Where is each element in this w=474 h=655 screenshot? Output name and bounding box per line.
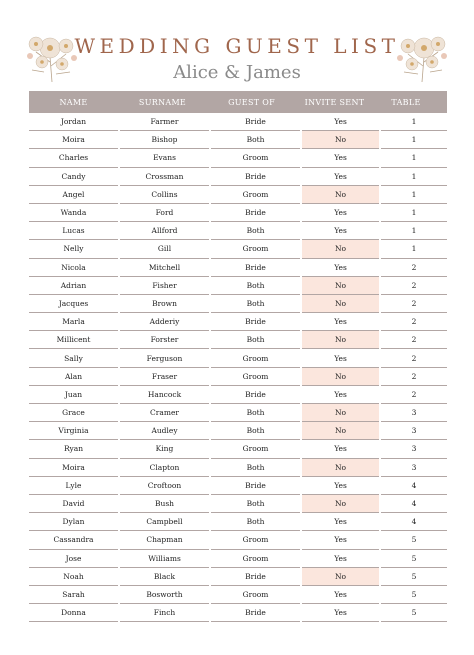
cell-table: 1 bbox=[381, 240, 447, 258]
cell-surname: Clapton bbox=[120, 459, 209, 477]
cell-table: 1 bbox=[381, 204, 447, 222]
cell-surname: Black bbox=[120, 568, 209, 586]
table-row bbox=[29, 459, 447, 477]
cell-name: David bbox=[29, 495, 118, 513]
cell-guest-of: Bride bbox=[211, 604, 300, 622]
cell-table: 3 bbox=[381, 404, 447, 422]
cell-table: 2 bbox=[381, 259, 447, 277]
cell-guest-of: Groom bbox=[211, 368, 300, 386]
cell-table: 1 bbox=[381, 131, 447, 149]
cell-invite-sent: Yes bbox=[302, 113, 379, 131]
cell-name: Sally bbox=[29, 349, 118, 367]
table-row bbox=[29, 477, 447, 495]
table-row bbox=[29, 404, 447, 422]
column-header-surname: SURNAME bbox=[138, 97, 187, 107]
cell-name: Cassandra bbox=[29, 531, 118, 549]
column-header-invite-sent: INVITE SENT bbox=[304, 97, 365, 107]
cell-guest-of: Groom bbox=[211, 440, 300, 458]
cell-invite-sent: No bbox=[302, 277, 379, 295]
cell-name: Nicola bbox=[29, 259, 118, 277]
cell-name: Moira bbox=[29, 131, 118, 149]
cell-guest-of: Both bbox=[211, 131, 300, 149]
cell-surname: Williams bbox=[120, 550, 209, 568]
cell-surname: Brown bbox=[120, 295, 209, 313]
cell-name: Lyle bbox=[29, 477, 118, 495]
cell-table: 2 bbox=[381, 368, 447, 386]
cell-name: Grace bbox=[29, 404, 118, 422]
cell-name: Ryan bbox=[29, 440, 118, 458]
cell-invite-sent: Yes bbox=[302, 313, 379, 331]
cell-surname: Finch bbox=[120, 604, 209, 622]
table-row bbox=[29, 295, 447, 313]
table-row bbox=[29, 168, 447, 186]
cell-guest-of: Groom bbox=[211, 149, 300, 167]
cell-table: 4 bbox=[381, 495, 447, 513]
table-row bbox=[29, 550, 447, 568]
table-header-row bbox=[29, 91, 447, 113]
cell-name: Candy bbox=[29, 168, 118, 186]
cell-surname: Chapman bbox=[120, 531, 209, 549]
cell-invite-sent: Yes bbox=[302, 513, 379, 531]
cell-table: 2 bbox=[381, 349, 447, 367]
cell-name: Noah bbox=[29, 568, 118, 586]
cell-surname: Ford bbox=[120, 204, 209, 222]
cell-invite-sent: Yes bbox=[302, 204, 379, 222]
cell-table: 2 bbox=[381, 295, 447, 313]
table-row bbox=[29, 531, 447, 549]
cell-surname: Bishop bbox=[120, 131, 209, 149]
page-header bbox=[0, 0, 474, 92]
cell-invite-sent: Yes bbox=[302, 440, 379, 458]
cell-invite-sent: No bbox=[302, 404, 379, 422]
cell-invite-sent: No bbox=[302, 295, 379, 313]
table-row bbox=[29, 349, 447, 367]
cell-surname: Croftoon bbox=[120, 477, 209, 495]
cell-name: Wanda bbox=[29, 204, 118, 222]
cell-guest-of: Bride bbox=[211, 168, 300, 186]
page-title: WEDDING GUEST LIST bbox=[74, 34, 400, 58]
cell-guest-of: Both bbox=[211, 404, 300, 422]
cell-name: Donna bbox=[29, 604, 118, 622]
cell-name: Jose bbox=[29, 550, 118, 568]
cell-guest-of: Both bbox=[211, 277, 300, 295]
cell-invite-sent: No bbox=[302, 331, 379, 349]
cell-invite-sent: No bbox=[302, 459, 379, 477]
cell-guest-of: Both bbox=[211, 331, 300, 349]
cell-surname: Gill bbox=[120, 240, 209, 258]
cell-name: Marla bbox=[29, 313, 118, 331]
cell-guest-of: Bride bbox=[211, 313, 300, 331]
cell-name: Juan bbox=[29, 386, 118, 404]
cell-guest-of: Both bbox=[211, 459, 300, 477]
cell-name: Charles bbox=[29, 149, 118, 167]
cell-guest-of: Groom bbox=[211, 531, 300, 549]
cell-surname: Audley bbox=[120, 422, 209, 440]
cell-surname: Bush bbox=[120, 495, 209, 513]
cell-surname: Farmer bbox=[120, 113, 209, 131]
cell-guest-of: Both bbox=[211, 513, 300, 531]
column-header-guest-of: GUEST OF bbox=[228, 97, 275, 107]
cell-name: Sarah bbox=[29, 586, 118, 604]
cell-table: 2 bbox=[381, 313, 447, 331]
cell-invite-sent: Yes bbox=[302, 259, 379, 277]
table-row bbox=[29, 386, 447, 404]
cell-name: Nelly bbox=[29, 240, 118, 258]
table-row bbox=[29, 222, 447, 240]
cell-invite-sent: Yes bbox=[302, 604, 379, 622]
table-row bbox=[29, 604, 447, 622]
cell-invite-sent: No bbox=[302, 131, 379, 149]
cell-name: Angel bbox=[29, 186, 118, 204]
cell-guest-of: Both bbox=[211, 422, 300, 440]
cell-invite-sent: Yes bbox=[302, 168, 379, 186]
table-row bbox=[29, 204, 447, 222]
cell-invite-sent: No bbox=[302, 568, 379, 586]
cell-surname: Ferguson bbox=[120, 349, 209, 367]
cell-table: 3 bbox=[381, 440, 447, 458]
table-row bbox=[29, 186, 447, 204]
cell-surname: Allford bbox=[120, 222, 209, 240]
cell-surname: Forster bbox=[120, 331, 209, 349]
cell-surname: King bbox=[120, 440, 209, 458]
cell-table: 1 bbox=[381, 186, 447, 204]
cell-name: Adrian bbox=[29, 277, 118, 295]
cell-guest-of: Bride bbox=[211, 568, 300, 586]
table-row bbox=[29, 240, 447, 258]
table-row bbox=[29, 113, 447, 131]
cell-guest-of: Groom bbox=[211, 240, 300, 258]
cell-guest-of: Bride bbox=[211, 386, 300, 404]
table-row bbox=[29, 568, 447, 586]
cell-surname: Fraser bbox=[120, 368, 209, 386]
cell-invite-sent: Yes bbox=[302, 149, 379, 167]
cell-guest-of: Bride bbox=[211, 477, 300, 495]
cell-invite-sent: Yes bbox=[302, 386, 379, 404]
cell-table: 1 bbox=[381, 113, 447, 131]
cell-table: 5 bbox=[381, 550, 447, 568]
cell-invite-sent: Yes bbox=[302, 531, 379, 549]
cell-guest-of: Groom bbox=[211, 586, 300, 604]
cell-guest-of: Groom bbox=[211, 186, 300, 204]
cell-name: Moira bbox=[29, 459, 118, 477]
cell-name: Jacques bbox=[29, 295, 118, 313]
cell-surname: Fisher bbox=[120, 277, 209, 295]
cell-table: 5 bbox=[381, 586, 447, 604]
cell-table: 3 bbox=[381, 422, 447, 440]
table-row bbox=[29, 149, 447, 167]
cell-table: 1 bbox=[381, 168, 447, 186]
cell-invite-sent: Yes bbox=[302, 222, 379, 240]
cell-table: 3 bbox=[381, 459, 447, 477]
cell-invite-sent: Yes bbox=[302, 586, 379, 604]
cell-table: 5 bbox=[381, 531, 447, 549]
cell-table: 4 bbox=[381, 477, 447, 495]
table-row bbox=[29, 368, 447, 386]
table-body bbox=[29, 113, 447, 622]
cell-invite-sent: Yes bbox=[302, 550, 379, 568]
cell-table: 5 bbox=[381, 604, 447, 622]
cell-invite-sent: No bbox=[302, 422, 379, 440]
column-header-table: TABLE bbox=[391, 97, 421, 107]
cell-name: Alan bbox=[29, 368, 118, 386]
cell-table: 2 bbox=[381, 277, 447, 295]
cell-surname: Evans bbox=[120, 149, 209, 167]
cell-guest-of: Bride bbox=[211, 204, 300, 222]
cell-invite-sent: Yes bbox=[302, 349, 379, 367]
cell-table: 4 bbox=[381, 513, 447, 531]
cell-surname: Cramer bbox=[120, 404, 209, 422]
cell-surname: Bosworth bbox=[120, 586, 209, 604]
table-row bbox=[29, 422, 447, 440]
guest-table bbox=[29, 91, 447, 622]
table-row bbox=[29, 259, 447, 277]
cell-surname: Hancock bbox=[120, 386, 209, 404]
table-row bbox=[29, 513, 447, 531]
cell-invite-sent: No bbox=[302, 495, 379, 513]
cell-guest-of: Both bbox=[211, 495, 300, 513]
cell-table: 2 bbox=[381, 386, 447, 404]
cell-surname: Collins bbox=[120, 186, 209, 204]
cell-invite-sent: No bbox=[302, 186, 379, 204]
cell-guest-of: Both bbox=[211, 295, 300, 313]
cell-invite-sent: No bbox=[302, 240, 379, 258]
cell-guest-of: Bride bbox=[211, 259, 300, 277]
cell-guest-of: Bride bbox=[211, 113, 300, 131]
cell-name: Virginia bbox=[29, 422, 118, 440]
cell-table: 5 bbox=[381, 568, 447, 586]
cell-name: Millicent bbox=[29, 331, 118, 349]
table-row bbox=[29, 440, 447, 458]
cell-surname: Campbell bbox=[120, 513, 209, 531]
table-row bbox=[29, 313, 447, 331]
cell-surname: Mitchell bbox=[120, 259, 209, 277]
table-row bbox=[29, 131, 447, 149]
table-row bbox=[29, 586, 447, 604]
cell-surname: Adderiy bbox=[120, 313, 209, 331]
cell-guest-of: Both bbox=[211, 222, 300, 240]
cell-name: Lucas bbox=[29, 222, 118, 240]
page-subtitle: Alice & James bbox=[173, 62, 301, 83]
cell-invite-sent: Yes bbox=[302, 477, 379, 495]
cell-table: 2 bbox=[381, 331, 447, 349]
cell-table: 1 bbox=[381, 222, 447, 240]
column-header-name: NAME bbox=[59, 97, 88, 107]
cell-name: Dylan bbox=[29, 513, 118, 531]
cell-guest-of: Groom bbox=[211, 550, 300, 568]
cell-surname: Crossman bbox=[120, 168, 209, 186]
cell-name: Jordan bbox=[29, 113, 118, 131]
table-row bbox=[29, 495, 447, 513]
table-row bbox=[29, 331, 447, 349]
cell-table: 1 bbox=[381, 149, 447, 167]
cell-invite-sent: No bbox=[302, 368, 379, 386]
cell-guest-of: Groom bbox=[211, 349, 300, 367]
table-row bbox=[29, 277, 447, 295]
